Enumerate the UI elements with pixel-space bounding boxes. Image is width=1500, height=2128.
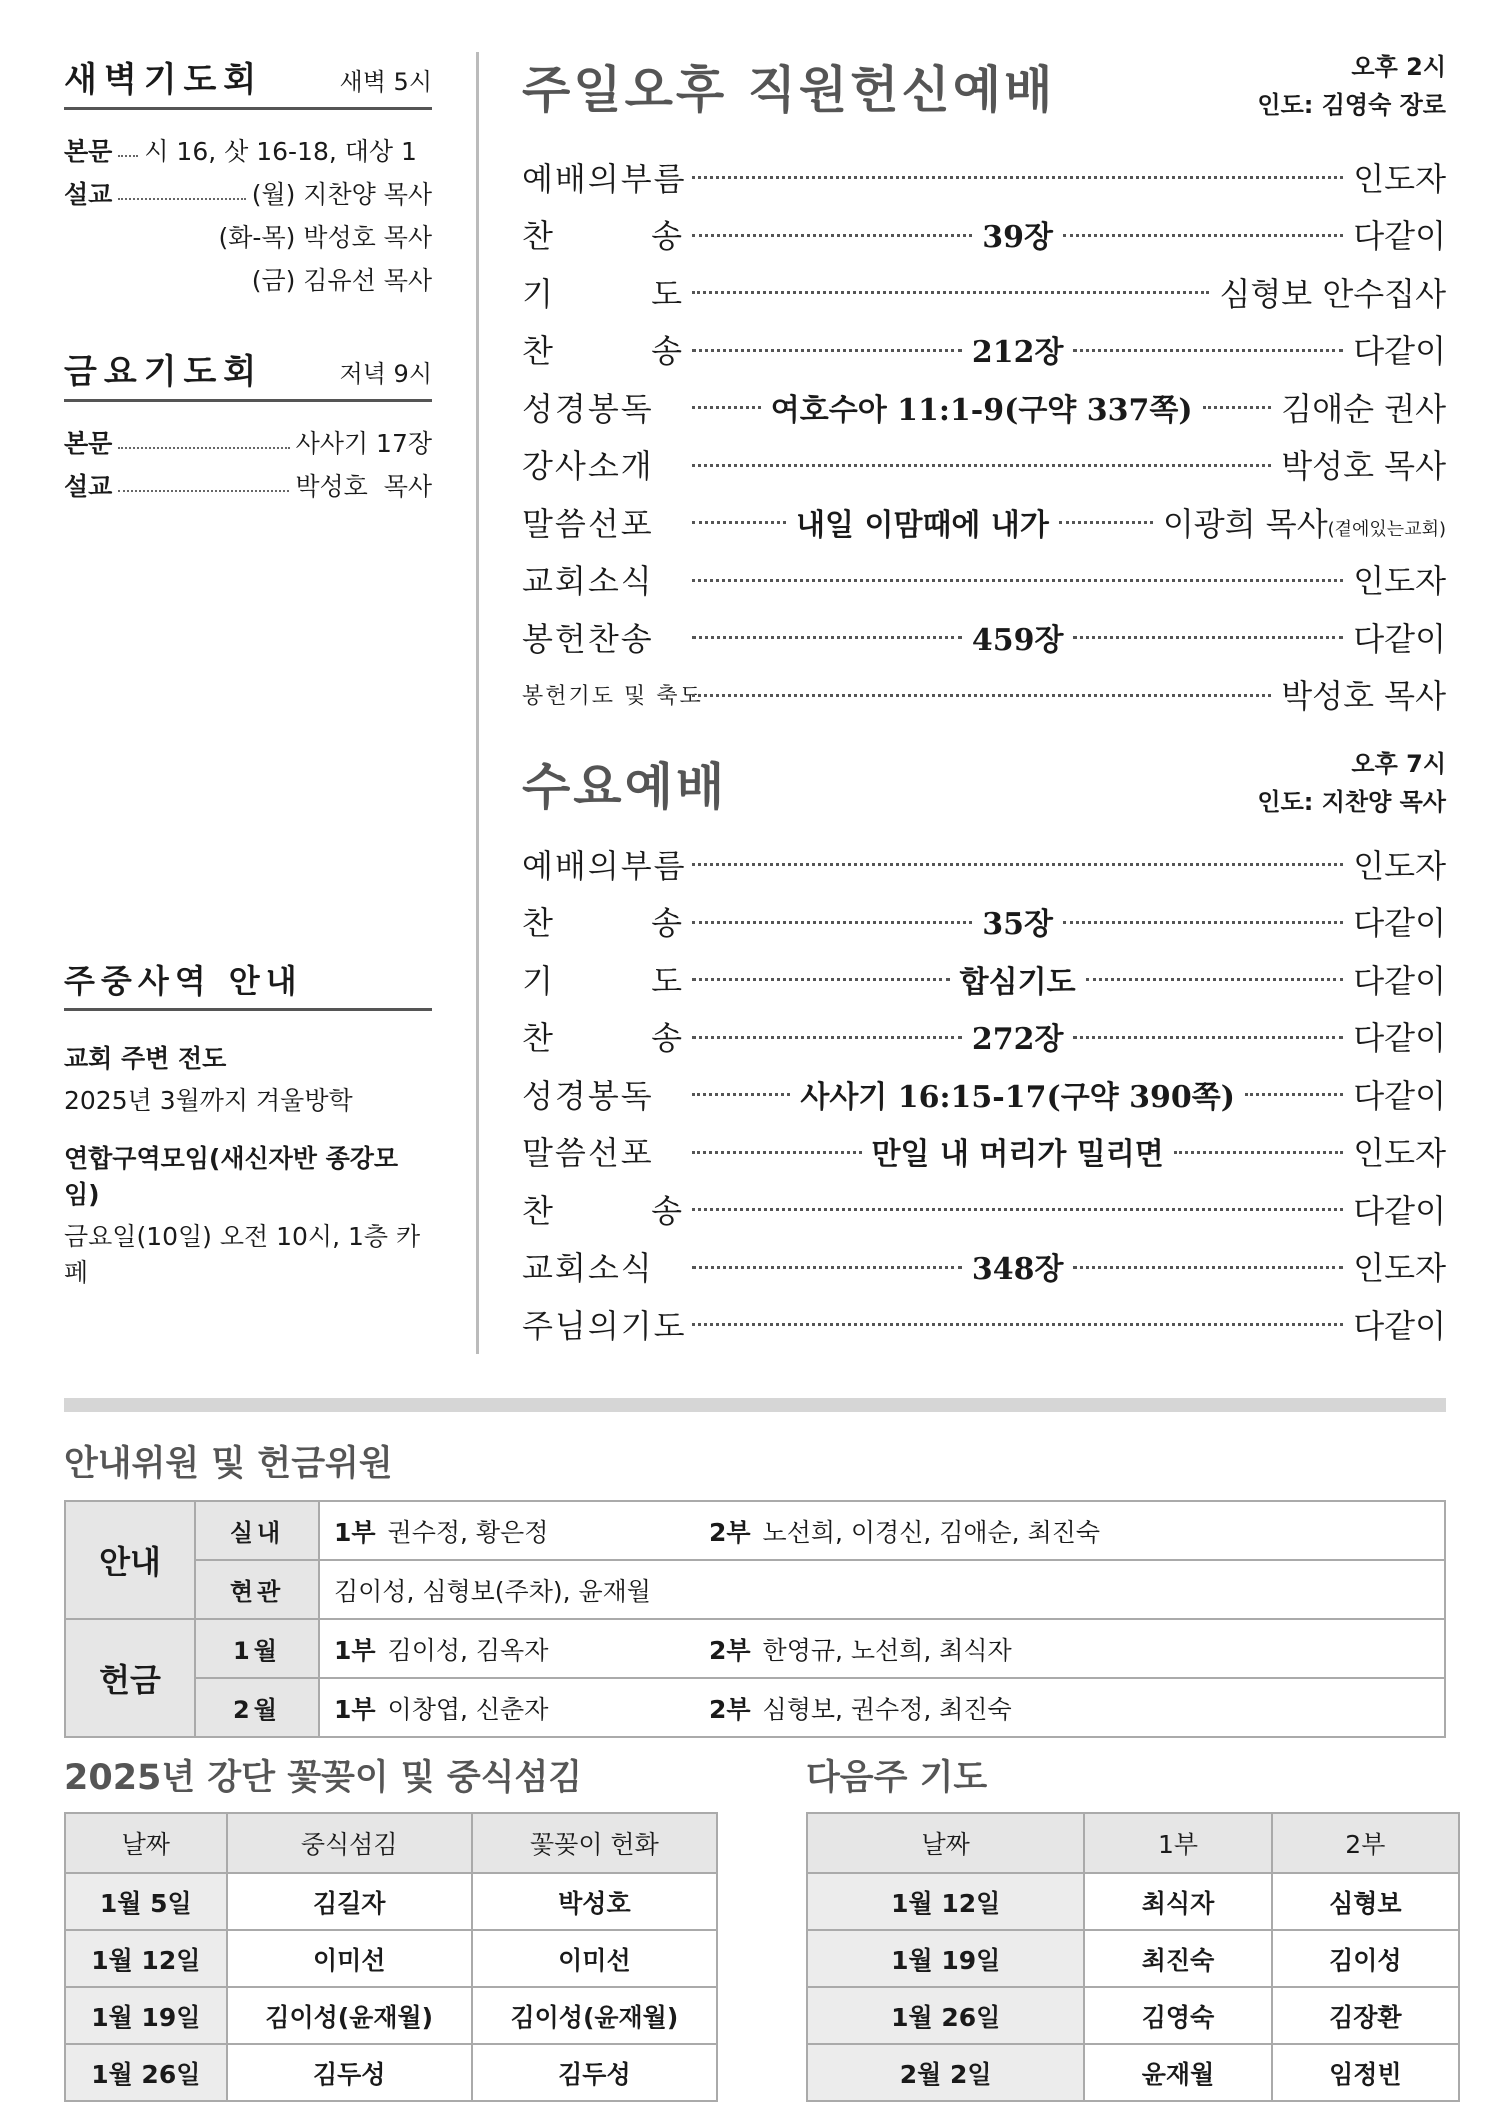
name-cell: 김영숙 [1084,1987,1271,2044]
row-sub-label: 2월 [195,1678,319,1737]
prayer-table [806,1812,1460,2102]
part-label: 1부 [334,1694,376,1724]
order-row [522,893,1446,951]
dot-leader [692,1091,790,1096]
order-row [522,263,1446,321]
order-leader-name: 인도자 [1353,846,1446,885]
table-row [65,1930,717,1987]
order-leader [1353,1301,1446,1347]
part-label: 2부 [709,1635,751,1665]
part2-cell [695,1619,1445,1678]
names: 심형보, 권수정, 최진숙 [762,1694,1012,1724]
row-sub-label: 1월 [195,1619,319,1678]
table-row [807,1873,1459,1930]
dot-leader [692,976,950,981]
order-item-char: 기 [522,274,553,313]
order-item [522,326,682,372]
order-item [522,1186,682,1232]
order-detail: 만일 내 머리가 밀리면 [871,1137,1164,1173]
order-item: 교회소식 [522,562,654,601]
name-cell: 최진숙 [1084,1930,1271,1987]
part-label: 2부 [709,1517,751,1547]
flowers-table [64,1812,718,2102]
dawn-preacher-1: (월) 지찬양 목사 [251,179,432,209]
order-leader [1219,269,1446,315]
order-row [522,206,1446,264]
ministry-item2-text: 금요일(10일) 오전 10시, 1층 카페 [64,1222,421,1287]
order-leader-name: 인도자 [1353,562,1446,601]
wednesday-service-header [522,741,1446,823]
friday-text-label: 본문 [64,428,113,458]
order-leader-name: 다같이 [1353,1076,1446,1115]
right-column [522,44,1446,1353]
dot-leader [692,289,1209,294]
order-row [522,1065,1446,1123]
order-row [522,1008,1446,1066]
friday-preacher-value: 박성호 목사 [295,471,432,501]
names: 권수정, 황은정 [387,1517,549,1547]
order-item [522,956,682,1002]
order-leader [1353,1071,1446,1117]
weekday-ministry [64,956,432,1289]
column-divider [476,52,479,1354]
dawn-text-row [64,128,432,171]
name-cell: 김길자 [227,1873,472,1930]
order-row [522,1180,1446,1238]
order-leader [1353,326,1446,372]
column-header: 1부 [1084,1813,1271,1873]
dawn-prayer-title: 새벽기도회 [64,60,264,100]
left-column [64,52,432,1289]
order-leader [1353,614,1446,660]
date-cell: 1월 12일 [65,1930,227,1987]
dot-leader [692,232,972,237]
friday-preacher-row [64,463,432,506]
friday-prayer-time: 저녁 9시 [339,360,432,388]
order-row [522,493,1446,551]
table-row [65,1560,1445,1619]
part2-cell [695,1678,1445,1737]
guide-label: 안내 [65,1501,195,1619]
date-cell: 1월 19일 [65,1987,227,2044]
order-item-char: 찬 [522,217,553,256]
dawn-preacher-3: (금) 김유선 목사 [251,265,432,295]
order-leader-note: (곁에있는교회) [1327,518,1446,540]
order-row [522,148,1446,206]
order-row [522,666,1446,724]
dot-leader [692,692,1271,697]
name-cell: 심형보 [1272,1873,1459,1930]
names: 김이성, 김옥자 [387,1635,549,1665]
ministry-item1-text: 2025년 3월까지 겨울방학 [64,1086,353,1115]
order-row [522,608,1446,666]
dot-leader [692,462,1271,467]
order-row [522,835,1446,893]
order-row [522,321,1446,379]
order-item: 성경봉독 [522,389,654,428]
order-detail: 39장 [982,220,1053,256]
order-item: 말씀선포 [522,1134,654,1173]
dot-leader [692,577,1343,582]
friday-text-row [64,420,432,463]
order-item-char: 도 [651,961,682,1000]
flowers-title: 2025년 강단 꽃꽂이 및 중식섬김 [64,1758,583,1798]
dawn-prayer-header [64,52,432,110]
friday-prayer-header [64,344,432,402]
order-item-char: 도 [651,274,682,313]
part1-cell [319,1501,695,1560]
order-leader-name: 인도자 [1353,159,1446,198]
table-row [65,1873,717,1930]
name-cell: 이미선 [472,1930,717,1987]
date-cell: 1월 19일 [807,1930,1084,1987]
order-item-char: 송 [651,904,682,943]
part1-cell [319,1619,695,1678]
order-item-char: 찬 [522,332,553,371]
order-leader [1281,671,1446,717]
name-cell: 김두성 [227,2044,472,2101]
dot-leader [692,404,761,409]
order-item: 예배의부름 [522,846,687,885]
date-cell: 1월 5일 [65,1873,227,1930]
names: 노선희, 이경신, 김애순, 최진숙 [762,1517,1101,1547]
name-cell: 박성호 [472,1873,717,1930]
dawn-preacher-row [64,171,432,214]
date-cell: 1월 26일 [65,2044,227,2101]
date-cell: 1월 12일 [807,1873,1084,1930]
row-sub-label: 현관 [195,1560,319,1619]
order-detail: 여호수아 11:1-9(구약 337쪽) [770,392,1193,428]
table-row [807,2044,1459,2101]
order-item: 강사소개 [522,447,654,486]
table-row [65,2044,717,2101]
name-cell: 김장환 [1272,1987,1459,2044]
order-detail: 35장 [982,907,1053,943]
part2-cell [695,1501,1445,1560]
dot-leader [1073,347,1343,352]
friday-prayer-title: 금요기도회 [64,352,264,392]
column-header: 중식섬김 [227,1813,472,1873]
order-row [522,950,1446,1008]
column-header: 꽃꽂이 헌화 [472,1813,717,1873]
order-leader-name: 김애순 권사 [1281,389,1447,428]
order-detail: 348장 [971,1252,1064,1288]
name-cell: 김이성 [1272,1930,1459,1987]
dot-leader [1174,1149,1344,1154]
order-leader-name: 다같이 [1353,961,1447,1000]
order-leader-name: 인도자 [1353,1134,1446,1173]
table-header-row [807,1813,1459,1873]
order-item: 예배의부름 [522,159,687,198]
dot-leader [1073,1264,1343,1269]
ministry-item2-title: 연합구역모임(새신자반 종강모임) [64,1144,399,1209]
order-leader-name: 다같이 [1353,1191,1446,1230]
order-row [522,551,1446,609]
dot-leader [692,174,1343,179]
dot-leader [692,519,786,524]
dawn-preacher-label: 설교 [64,179,113,209]
name-cell: 최식자 [1084,1873,1271,1930]
dot-leader [692,347,962,352]
order-detail: 합심기도 [959,964,1076,1000]
order-item [522,898,682,944]
part1-cell [319,1678,695,1737]
sunday-service-time: 오후 2시 [1351,53,1446,81]
order-item: 성경봉독 [522,1076,654,1115]
column-header: 날짜 [65,1813,227,1873]
dawn-prayer-time: 새벽 5시 [339,68,432,96]
order-leader [1281,441,1446,487]
dot-leader [1245,1091,1343,1096]
order-item-char: 찬 [522,1191,553,1230]
dawn-preacher-row-2 [64,214,432,257]
order-leader [1353,898,1446,944]
section-divider-bar [64,1398,1446,1412]
order-leader-name: 심형보 안수집사 [1219,274,1446,313]
dot-leader [1063,232,1343,237]
sunday-service-header [522,44,1446,126]
order-leader [1353,556,1446,602]
date-cell: 1월 26일 [807,1987,1084,2044]
order-item [522,211,682,257]
offering-label: 헌금 [65,1619,195,1737]
ministry-header [64,956,432,1011]
wednesday-service-leader: 인도: 지찬양 목사 [1257,788,1446,816]
order-leader [1353,956,1446,1002]
wednesday-service-meta [1257,745,1446,821]
order-leader-name: 다같이 [1353,1306,1446,1345]
table-header-row [65,1813,717,1873]
name-cell: 김두성 [472,2044,717,2101]
order-item: 봉헌기도 및 축도 [522,683,703,709]
order-leader-name: 다같이 [1353,332,1447,371]
order-leader [1353,1186,1446,1232]
order-detail: 사사기 16:15-17(구약 390쪽) [800,1079,1235,1115]
dot-leader [692,1321,1343,1326]
order-leader-name: 다같이 [1353,904,1447,943]
part-label: 1부 [334,1635,376,1665]
table-row [65,1501,1445,1560]
table-row [65,1678,1445,1737]
order-item [522,1013,682,1059]
names: 이창엽, 신춘자 [387,1694,549,1724]
wednesday-service-title: 수요예배 [522,758,728,816]
dawn-text-label: 본문 [64,136,113,166]
order-detail: 272장 [971,1022,1064,1058]
name-cell: 김이성(윤재월) [472,1987,717,2044]
names: 한영규, 노선희, 최식자 [762,1635,1012,1665]
dot-leader [692,634,962,639]
dawn-preacher-2: (화-목) 박성호 목사 [218,222,432,252]
table-row [807,1930,1459,1987]
dot-leader [1059,519,1153,524]
order-leader-name: 박성호 목사 [1281,447,1446,486]
date-cell: 2월 2일 [807,2044,1084,2101]
order-leader [1281,384,1446,430]
dot-leader [1073,634,1343,639]
order-leader-name: 다같이 [1353,1019,1447,1058]
order-leader [1353,211,1446,257]
part-label: 2부 [709,1694,751,1724]
dawn-preacher-row-3 [64,257,432,300]
entrance-cell [319,1560,1445,1619]
sunday-service-leader: 인도: 김영숙 장로 [1257,91,1446,119]
order-item-char: 찬 [522,1019,553,1058]
order-leader-name: 다같이 [1353,217,1447,256]
part-label: 1부 [334,1517,376,1547]
order-item-char: 송 [651,217,682,256]
order-detail: 212장 [971,335,1064,371]
order-leader [1353,1128,1446,1174]
dot-leader [1073,1034,1343,1039]
order-leader-name: 인도자 [1353,1249,1447,1288]
dot-leader [692,861,1343,866]
name-cell: 이미선 [227,1930,472,1987]
order-row [522,1295,1446,1353]
column-header: 날짜 [807,1813,1084,1873]
order-leader [1353,841,1446,887]
wednesday-service-time: 오후 7시 [1351,750,1446,778]
ushers-title: 안내위원 및 헌금위원 [64,1444,393,1484]
name-cell: 임정빈 [1272,2044,1459,2101]
order-detail: 459장 [971,622,1064,658]
order-detail: 내일 이맘때에 내가 [796,507,1049,543]
table-row [807,1987,1459,2044]
order-item-char: 송 [651,1191,682,1230]
ministry-item1-title: 교회 주변 전도 [64,1044,227,1073]
order-item: 말씀선포 [522,504,654,543]
dot-leader [692,1034,962,1039]
order-leader [1353,1013,1446,1059]
order-leader-name: 박성호 목사 [1281,677,1446,716]
sunday-service-meta [1257,48,1446,124]
order-item-char: 송 [651,1019,682,1058]
order-leader-name: 이광희 목사 [1162,504,1328,543]
dot-leader [1203,404,1272,409]
order-item [522,269,682,315]
ushers-table [64,1500,1446,1738]
column-header: 2부 [1272,1813,1459,1873]
order-item-char: 찬 [522,904,553,943]
sunday-service-title: 주일오후 직원헌신예배 [522,61,1056,119]
order-row [522,1238,1446,1296]
dot-leader [692,1264,962,1269]
order-item: 봉헌찬송 [522,619,654,658]
order-item-char: 송 [651,332,682,371]
order-leader-name: 다같이 [1353,619,1447,658]
dawn-text-value: 시 16, 삿 16-18, 대상 1 [144,136,417,166]
order-item: 교회소식 [522,1249,654,1288]
order-row [522,378,1446,436]
names: 김이성, 심형보(주차), 윤재월 [334,1576,651,1606]
order-leader [1353,154,1446,200]
wednesday-order-list [522,835,1446,1353]
order-leader [1163,499,1446,545]
order-item-char: 기 [522,961,553,1000]
friday-text-value: 사사기 17장 [295,428,432,458]
order-leader [1353,1243,1446,1289]
order-row [522,436,1446,494]
order-row [522,1123,1446,1181]
order-item: 주님의기도 [522,1306,687,1345]
name-cell: 김이성(윤재월) [227,1987,472,2044]
row-sub-label: 실내 [195,1501,319,1560]
sunday-order-list [522,148,1446,723]
dot-leader [1063,919,1343,924]
table-row [65,1619,1445,1678]
ministry-title: 주중사역 안내 [64,962,303,1000]
dot-leader [692,1206,1343,1211]
friday-preacher-label: 설교 [64,471,113,501]
prayer-title: 다음주 기도 [806,1758,988,1798]
dot-leader [1086,976,1344,981]
name-cell: 윤재월 [1084,2044,1271,2101]
dot-leader [692,1149,862,1154]
table-row [65,1987,717,2044]
dot-leader [692,919,972,924]
